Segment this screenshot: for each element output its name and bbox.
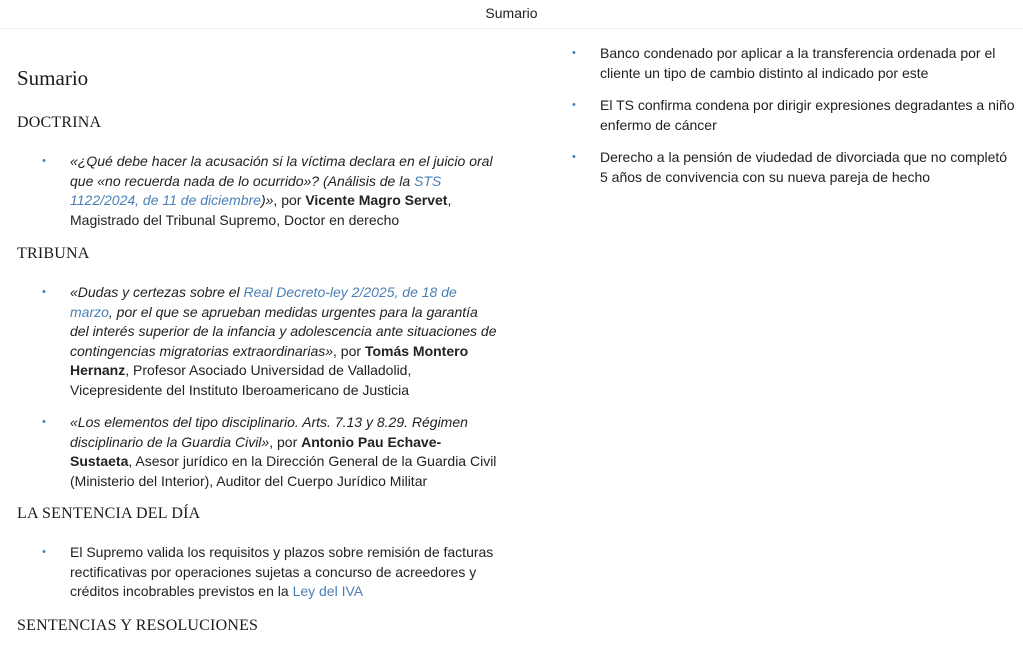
list-item (17, 413, 497, 491)
article-title: «Los elementos del tipo disciplinario. Arts. 7.13 y 8.29. Régimen disciplinario de la Guardia Civil» (70, 414, 468, 450)
list-item (17, 152, 497, 230)
list-item (560, 44, 1015, 83)
section-heading-doctrina: DOCTRINA (17, 114, 102, 131)
section-heading-sentencias-y-resoluciones: SENTENCIAS Y RESOLUCIONES (17, 616, 259, 634)
news-text: El Supremo valida los requisitos y plazos sobre remisión de facturas rectificativas por operaciones sujetas a concurso de acreedores y créditos incobrables previstos en la (70, 544, 494, 599)
by-text: , por (269, 433, 302, 450)
list-item (17, 283, 497, 400)
article-title: «Dudas y certezas sobre el (70, 284, 244, 300)
news-link[interactable]: El TS confirma condena por dirigir expresiones degradantes a niño enfermo de cáncer (600, 97, 1015, 133)
author-role: , Magistrado del Tribunal Supremo, Doctor en derecho (70, 192, 452, 228)
ley-iva-link[interactable]: Ley del IVA (292, 583, 364, 599)
real-decreto-link[interactable]: Real Decreto-ley 2/2025, de 18 de marzo (70, 284, 457, 320)
doctrina-list (17, 152, 497, 230)
news-link[interactable]: Banco condenado por aplicar a la transferencia ordenada por el cliente un tipo de cambio distinto al indicado por este (600, 45, 996, 81)
list-item (560, 96, 1015, 135)
article-title-end: , por el que se aprueban medidas urgentes para la garantía del interés superior de la infancia y adolescencia ante situaciones de contingencias migratorias extraordinarias» (70, 303, 497, 359)
author-role: , Profesor Asociado Universidad de Valladolid, Vicepresidente del Instituto Iberoamericano de Justicia (70, 362, 412, 398)
sentencia-dia-list (17, 543, 497, 602)
author-name: Tomás Montero Hernanz (70, 342, 469, 378)
sts-link[interactable]: STS 1122/2024, de 11 de diciembre (70, 172, 442, 208)
bullet-icon: • (572, 151, 576, 163)
tribuna-list (17, 283, 497, 491)
by-text: , por (333, 342, 365, 359)
page-title: Sumario (17, 66, 89, 90)
bullet-icon: • (42, 416, 46, 428)
section-heading-sentencia-del-dia: LA SENTENCIA DEL DÍA (17, 505, 201, 522)
author-name: Vicente Magro Servet (305, 192, 448, 208)
section-heading-tribuna: TRIBUNA (17, 245, 90, 262)
author-name: Antonio Pau Echave-Sustaeta (70, 433, 442, 469)
list-item (17, 543, 497, 602)
list-item (560, 148, 1015, 187)
top-bar (0, 0, 1023, 29)
sentencias-list (560, 44, 1015, 187)
bullet-icon: • (42, 155, 46, 167)
bullet-icon: • (572, 47, 576, 59)
article-title: «¿Qué debe hacer la acusación si la víctima declara en el juicio oral que «no recuerda nada de lo ocurrido»? (Análisis de la (70, 153, 493, 189)
summary-left-column (17, 28, 497, 636)
bullet-icon: • (572, 99, 576, 111)
bullet-icon: • (42, 286, 46, 298)
by-text: , por (273, 192, 306, 208)
bullet-icon: • (42, 546, 46, 558)
top-bar-title: Sumario (485, 5, 538, 21)
summary-right-column (560, 44, 1015, 187)
author-role: , Asesor jurídico en la Dirección General de la Guardia Civil (Ministerio del Interior), Auditor del Cuerpo Jurídico Militar (70, 453, 497, 489)
news-link[interactable]: Derecho a la pensión de viudedad de divorciada que no completó 5 años de convivencia con su nueva pareja de hecho (600, 149, 1008, 185)
article-title-end: )» (260, 192, 274, 208)
